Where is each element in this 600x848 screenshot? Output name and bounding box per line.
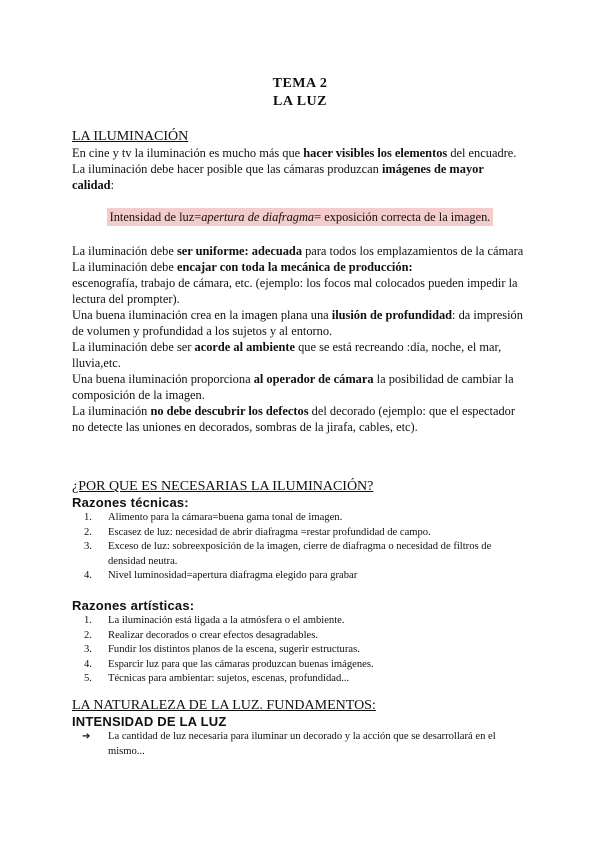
list-item-text: La iluminación está ligada a la atmósfera o el ambiente. (108, 614, 345, 626)
subheading-razones-tecnicas: Razones técnicas: (72, 495, 189, 510)
list-razones-tecnicas (72, 511, 528, 584)
text: la posibilidad de cambiar la composición de la imagen. (72, 372, 514, 402)
doc-title-line-1: TEMA 2 (272, 76, 328, 91)
text: : da impresión de volumen y profundidad a los sujetos y al entorno. (72, 308, 523, 338)
list-number: 3. (84, 644, 92, 656)
bold-text: hacer visibles los elementos (303, 146, 448, 160)
text: : (110, 178, 115, 192)
bold-text: al operador de cámara (253, 372, 374, 386)
list-item (72, 672, 528, 687)
paragraph-operador (72, 371, 528, 403)
list-item-text: Realizar decorados o crear efectos desagradables. (108, 629, 318, 641)
list-item-text: Nivel luminosidad=apertura diafragma elegido para grabar (108, 570, 358, 582)
list-item (72, 614, 528, 629)
list-intensidad (72, 730, 528, 759)
section-heading-por-que: ¿POR QUE ES NECESARIAS LA ILUMINACIÓN? (72, 479, 374, 494)
list-item (72, 569, 528, 584)
bold-text: imágenes de mayor calidad (72, 162, 484, 192)
list-item-text: La cantidad de luz necesaria para iluminar un decorado y la acción que se desarrollará en el mismo... (108, 731, 496, 757)
list-item-text: Exceso de luz: sobreexposición de la imagen, cierre de diafragma o necesidad de filtros de densidad neutra. (108, 541, 492, 567)
text: La iluminación debe (72, 260, 177, 274)
subheading-intensidad: INTENSIDAD DE LA LUZ (72, 714, 227, 729)
bold-text: no debe descubrir los defectos (150, 404, 309, 418)
paragraph-cine-tv (72, 145, 528, 161)
list-number: 1. (84, 512, 92, 523)
section-iluminacion (72, 128, 528, 435)
text: En cine y tv la iluminación es mucho más que (72, 146, 304, 160)
list-item (72, 629, 528, 644)
bold-text: encajar con toda la mecánica de producción (176, 260, 409, 274)
list-item-text: Fundir los distintos planos de la escena, sugerir estructuras. (108, 644, 360, 656)
highlight-formula (72, 209, 528, 225)
text: Intensidad de luz= (109, 210, 202, 224)
italic-text: apertura de diafragma (201, 210, 315, 224)
list-number: 1. (84, 614, 92, 626)
list-number: 2. (84, 629, 92, 641)
text: La iluminación debe ser (72, 340, 195, 354)
list-number: 2. (84, 526, 92, 538)
list-item-text: Esparcir luz para que las cámaras produzcan buenas imágenes. (108, 658, 374, 670)
list-razones-artisticas (72, 614, 528, 687)
list-item (72, 540, 528, 569)
paragraph-defectos (72, 403, 528, 435)
list-number: 4. (84, 658, 92, 670)
list-item-text: Escasez de luz: necesidad de abrir diafragma =restar profundidad de campo. (108, 526, 431, 538)
doc-title-line-2: LA LUZ (273, 94, 327, 109)
bold-text: ser uniforme (176, 244, 245, 258)
paragraph-escenografia: escenografía, trabajo de cámara, etc. (ejemplo: los focos mal colocados pueden impedir la lectura del prompter). (72, 276, 518, 306)
text: = exposición correcta de la imagen. (314, 210, 491, 224)
section-por-que (72, 478, 528, 687)
text: La iluminación (72, 404, 151, 418)
paragraph-profundidad (72, 307, 528, 339)
list-item (72, 511, 528, 526)
text: La iluminación debe (72, 244, 177, 258)
section-heading-iluminacion: LA ILUMINACIÓN (72, 129, 189, 144)
text: Una buena iluminación crea en la imagen plana una (72, 308, 332, 322)
list-item-text: Alimento para la cámara=buena gama tonal de imagen. (108, 512, 343, 523)
arrow-right-icon: ➔ (82, 731, 91, 742)
list-number: 5. (84, 673, 92, 685)
paragraph-uniforme (72, 243, 528, 259)
text: La iluminación debe hacer posible que las cámaras produzcan (72, 162, 382, 176)
list-item (72, 643, 528, 658)
bold-text: acorde al ambiente (194, 340, 295, 354)
text: que se está recreando :día, noche, el mar, lluvia,etc. (72, 340, 502, 370)
section-heading-naturaleza: LA NATURALEZA DE LA LUZ. FUNDAMENTOS: (72, 698, 376, 713)
text: para todos los emplazamientos de la cámara (302, 244, 524, 258)
text: del decorado (ejemplo: que el espectador no detecte las uniones en decorados, sombras de la jirafa, cables, etc). (72, 404, 515, 434)
paragraph-calidad (72, 161, 528, 193)
bold-text: : (244, 244, 252, 258)
list-item (72, 730, 528, 759)
list-number: 3. (84, 541, 92, 553)
section-naturaleza (72, 697, 528, 759)
list-item (72, 526, 528, 541)
bold-text: ilusión de profundidad (331, 308, 453, 322)
highlight-box (107, 208, 494, 226)
list-item-text: Técnicas para ambientar: sujetos, escenas, profundidad... (108, 673, 350, 685)
bold-text: : (408, 260, 413, 274)
paragraph-ambiente (72, 339, 528, 371)
paragraph-mecanica (72, 259, 528, 275)
text: del encuadre. (447, 146, 517, 160)
text: Una buena iluminación proporciona (72, 372, 254, 386)
list-number: 4. (84, 570, 92, 582)
bold-text: adecuada (251, 244, 303, 258)
list-item (72, 658, 528, 673)
subheading-razones-artisticas: Razones artísticas: (72, 597, 195, 613)
